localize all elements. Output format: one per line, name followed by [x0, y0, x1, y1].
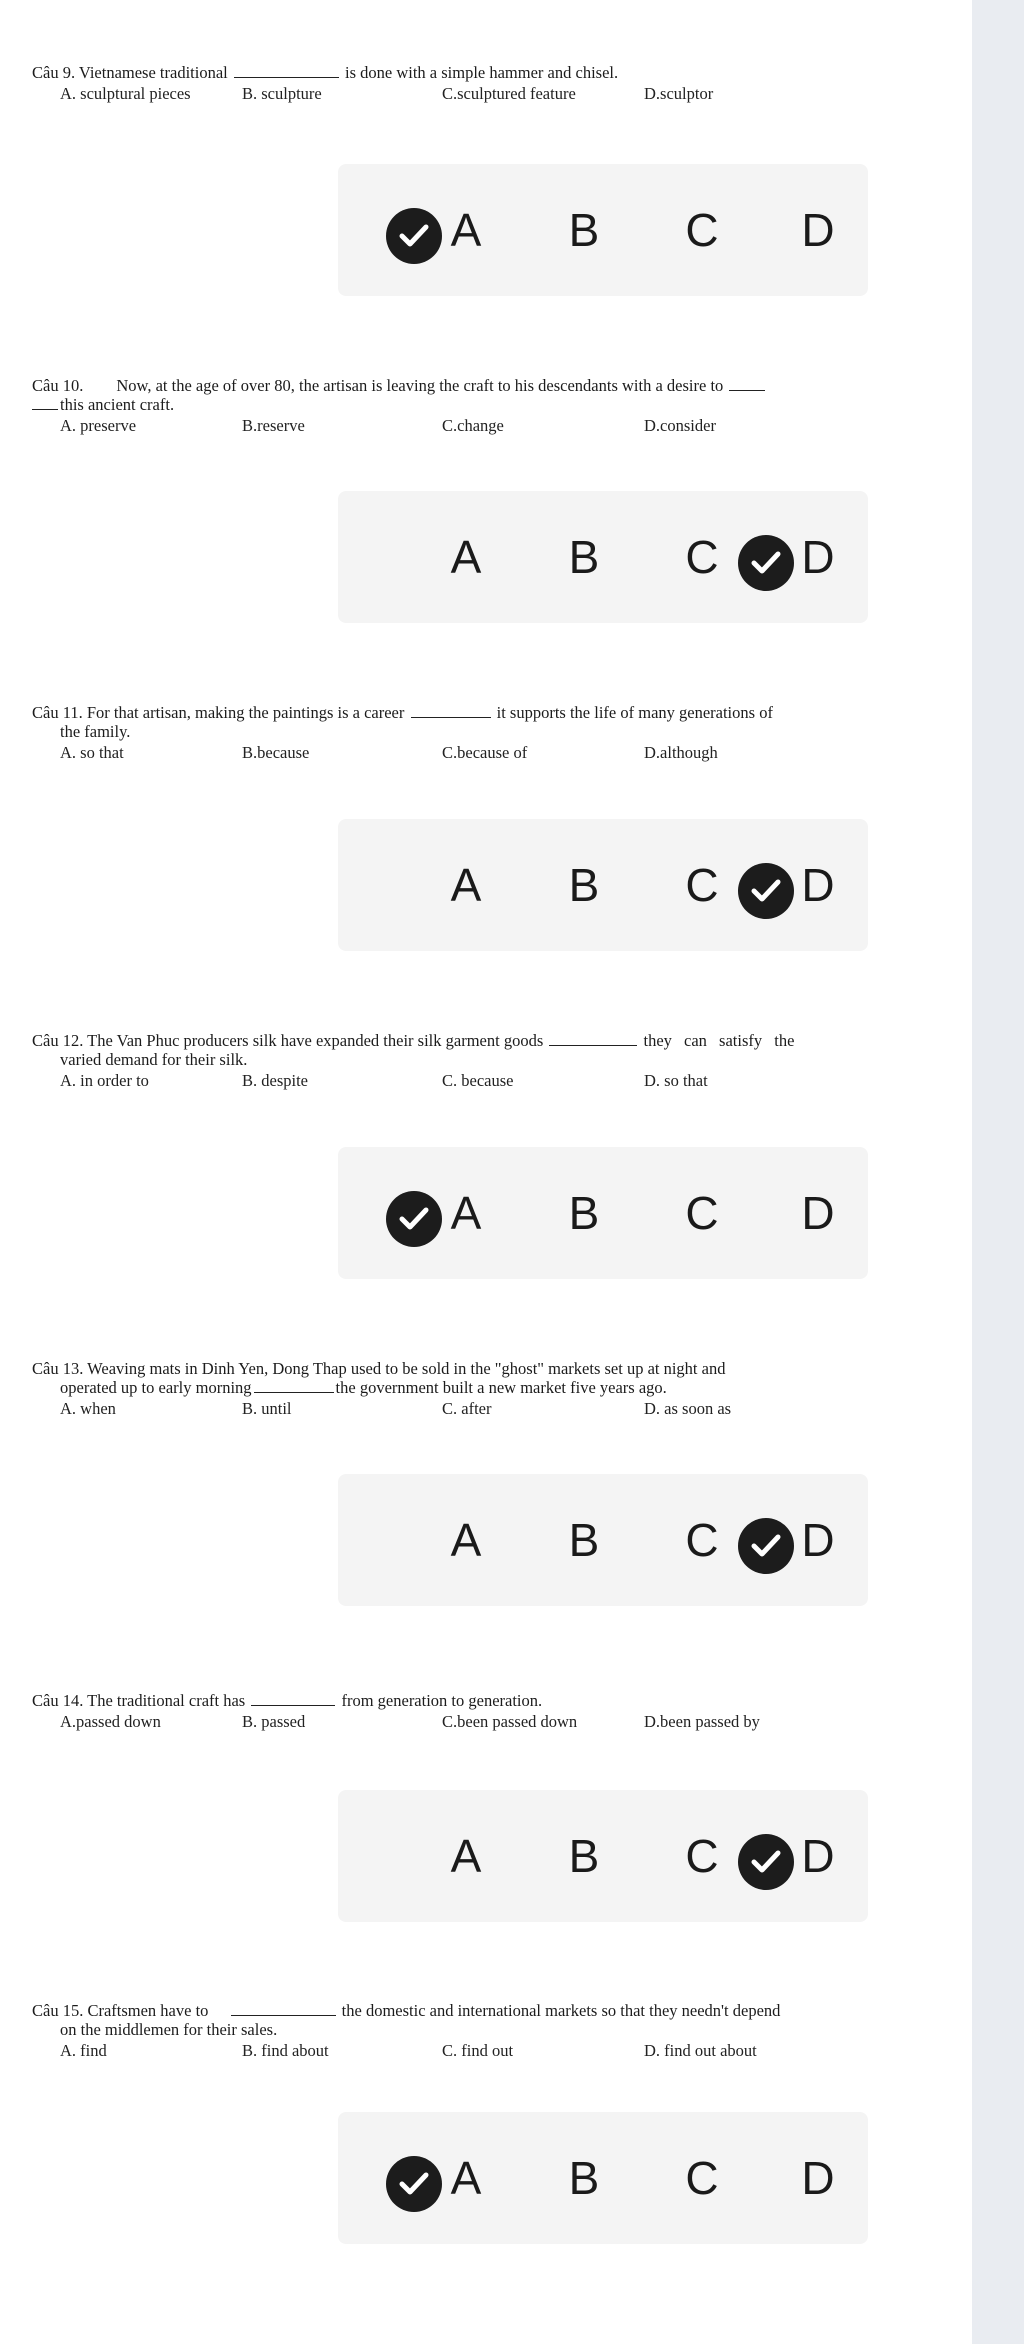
answer-d-button[interactable]: D	[801, 1187, 835, 1239]
option-a: A. in order to	[60, 1071, 149, 1090]
answer-b-button[interactable]: B	[568, 531, 600, 583]
question-14	[32, 1691, 882, 1734]
answer-blank	[411, 703, 491, 718]
question-text	[32, 1691, 882, 1710]
answer-blank	[549, 1031, 637, 1046]
options-row	[32, 1712, 882, 1734]
option-a: A. find	[60, 2041, 107, 2060]
question-text-before: Câu 11. For that artisan, making the paintings is a career	[32, 703, 405, 722]
option-b: B. sculpture	[242, 84, 322, 103]
option-b: B. passed	[242, 1712, 306, 1731]
selected-check-icon	[386, 1191, 442, 1247]
option-d: D. so that	[644, 1071, 708, 1090]
question-text-before: Câu 14. The traditional craft has	[32, 1691, 246, 1710]
answer-c-button[interactable]: C	[685, 531, 719, 583]
question-text-after: it supports the life of many generations of	[496, 703, 773, 722]
continuation-text-after: the government built a new market five years ago.	[335, 1378, 667, 1397]
answer-d-button[interactable]: D	[801, 1830, 835, 1882]
answer-a-button[interactable]: A	[450, 1187, 482, 1239]
question-text-before: Câu 9. Vietnamese traditional	[32, 63, 228, 82]
question-continuation: the family.	[60, 722, 131, 741]
option-d: D.consider	[644, 416, 716, 435]
answer-c-button[interactable]: C	[685, 1514, 719, 1566]
question-text	[32, 703, 882, 722]
answer-blank	[231, 2001, 336, 2016]
question-text	[32, 376, 882, 395]
option-b: B. despite	[242, 1071, 308, 1090]
question-text-after: is done with a simple hammer and chisel.	[345, 63, 619, 82]
options-row	[32, 743, 882, 765]
answer-b-button[interactable]: B	[568, 204, 600, 256]
question-text	[32, 1031, 882, 1050]
answer-panel-12	[338, 1147, 868, 1279]
option-b: B. find about	[242, 2041, 329, 2060]
question-text	[32, 2001, 882, 2020]
question-text-after: they can satisfy the	[643, 1031, 795, 1050]
selected-check-icon	[738, 863, 794, 919]
answer-blank	[32, 395, 58, 410]
selected-check-icon	[738, 1518, 794, 1574]
answer-blank	[254, 1378, 334, 1393]
answer-a-button[interactable]: A	[450, 1830, 482, 1882]
answer-panel-13	[338, 1474, 868, 1606]
question-text-after: the domestic and international markets so that they needn't depend	[341, 2001, 781, 2020]
question-9	[32, 63, 882, 106]
question-text-before: Câu 12. The Van Phuc producers silk have expanded their silk garment goods	[32, 1031, 544, 1050]
question-text	[32, 63, 882, 82]
answer-blank	[234, 63, 339, 78]
answer-blank	[729, 376, 765, 391]
answer-a-button[interactable]: A	[450, 531, 482, 583]
answer-b-button[interactable]: B	[568, 1830, 600, 1882]
question-text-before: Câu 13. Weaving mats in Dinh Yen, Dong Thap used to be sold in the "ghost" markets set up at night and	[32, 1359, 726, 1378]
question-continuation	[32, 395, 882, 414]
answer-d-button[interactable]: D	[801, 859, 835, 911]
question-text	[32, 1359, 882, 1378]
question-10	[32, 376, 882, 438]
option-d: D.sculptor	[644, 84, 714, 103]
answer-a-button[interactable]: A	[450, 1514, 482, 1566]
options-row	[32, 2041, 882, 2063]
option-c: C. because	[442, 1071, 514, 1090]
option-d: D.been passed by	[644, 1712, 760, 1731]
option-d: D. as soon as	[644, 1399, 732, 1418]
option-d: D. find out about	[644, 2041, 757, 2060]
selected-check-icon	[738, 1834, 794, 1890]
answer-d-button[interactable]: D	[801, 1514, 835, 1566]
question-continuation: varied demand for their silk.	[60, 1050, 248, 1069]
option-a: A.passed down	[60, 1712, 161, 1731]
option-a: A. so that	[60, 743, 124, 762]
answer-c-button[interactable]: C	[685, 2152, 719, 2204]
options-row	[32, 84, 882, 106]
selected-check-icon	[386, 2156, 442, 2212]
option-c: C. after	[442, 1399, 492, 1418]
answer-b-button[interactable]: B	[568, 2152, 600, 2204]
question-text-before: Câu 15. Craftsmen have to	[32, 2001, 209, 2020]
option-d: D.although	[644, 743, 718, 762]
answer-c-button[interactable]: C	[685, 1830, 719, 1882]
answer-b-button[interactable]: B	[568, 1514, 600, 1566]
selected-check-icon	[738, 535, 794, 591]
answer-a-button[interactable]: A	[450, 2152, 482, 2204]
answer-b-button[interactable]: B	[568, 1187, 600, 1239]
answer-panel-15	[338, 2112, 868, 2244]
question-continuation	[32, 1378, 882, 1397]
question-text-before: Câu 10. Now, at the age of over 80, the artisan is leaving the craft to his descendants with a desire to	[32, 376, 724, 395]
answer-c-button[interactable]: C	[685, 859, 719, 911]
answer-d-button[interactable]: D	[801, 531, 835, 583]
continuation-text: this ancient craft.	[60, 395, 175, 414]
answer-d-button[interactable]: D	[801, 204, 835, 256]
answer-d-button[interactable]: D	[801, 2152, 835, 2204]
answer-a-button[interactable]: A	[450, 859, 482, 911]
option-c: C.been passed down	[442, 1712, 578, 1731]
option-a: A. preserve	[60, 416, 137, 435]
options-row	[32, 1071, 882, 1093]
question-text-after: from generation to generation.	[341, 1691, 543, 1710]
selected-check-icon	[386, 208, 442, 264]
answer-c-button[interactable]: C	[685, 204, 719, 256]
continuation-text: operated up to early morning	[60, 1378, 252, 1397]
answer-c-button[interactable]: C	[685, 1187, 719, 1239]
option-c: C. find out	[442, 2041, 514, 2060]
option-a: A. when	[60, 1399, 116, 1418]
answer-panel-11	[338, 819, 868, 951]
option-b: B.because	[242, 743, 310, 762]
options-row	[32, 416, 882, 438]
option-a: A. sculptural pieces	[60, 84, 191, 103]
option-c: C.sculptured feature	[442, 84, 576, 103]
question-15	[32, 2001, 882, 2063]
answer-panel-10	[338, 491, 868, 623]
option-b: B.reserve	[242, 416, 305, 435]
scrollbar[interactable]	[972, 0, 1024, 2344]
answer-b-button[interactable]: B	[568, 859, 600, 911]
question-12	[32, 1031, 882, 1093]
answer-panel-14	[338, 1790, 868, 1922]
question-11	[32, 703, 882, 765]
option-c: C.change	[442, 416, 504, 435]
answer-a-button[interactable]: A	[450, 204, 482, 256]
option-c: C.because of	[442, 743, 528, 762]
answer-blank	[251, 1691, 335, 1706]
answer-panel-9	[338, 164, 868, 296]
question-continuation: on the middlemen for their sales.	[60, 2020, 278, 2039]
question-13	[32, 1359, 882, 1421]
option-b: B. until	[242, 1399, 292, 1418]
options-row	[32, 1399, 882, 1421]
